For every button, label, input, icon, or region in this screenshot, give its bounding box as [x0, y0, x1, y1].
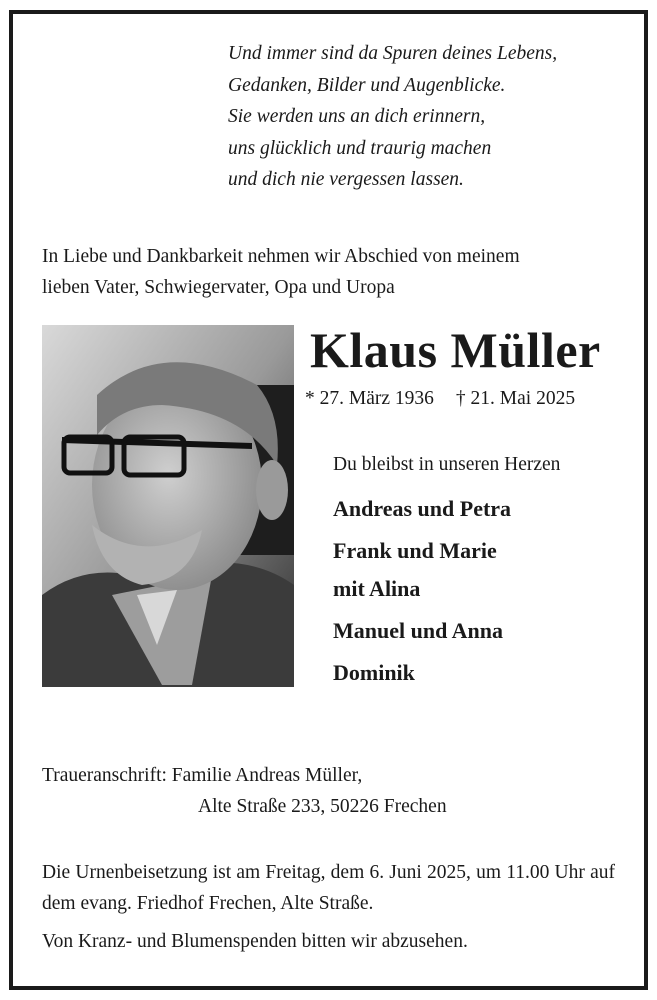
intro-line: lieben Vater, Schwiegervater, Opa und Uropa: [42, 277, 395, 298]
death-date: † 21. Mai 2025: [455, 388, 576, 409]
address-line-2: Alte Straße 233, 50226 Frechen: [198, 796, 447, 817]
mourner-name: Andreas und Petra: [333, 496, 512, 521]
poem-line: uns glücklich und traurig machen: [228, 137, 492, 159]
life-dates: [305, 384, 625, 414]
mourner-name: mit Alina: [333, 576, 421, 601]
poem-line: Gedanken, Bilder und Augenblicke.: [228, 74, 506, 96]
portrait-photo: [42, 325, 294, 687]
address-line-1: Familie Andreas Müller,: [171, 765, 363, 786]
poem-line: Und immer sind da Spuren deines Lebens,: [228, 43, 558, 64]
mourners-list: [333, 490, 633, 692]
mourner-name: Dominik: [333, 660, 415, 685]
poem: [228, 38, 628, 196]
intro-line: In Liebe und Dankbarkeit nehmen wir Abschied von meinem: [42, 246, 520, 267]
address-label: Traueranschrift:: [42, 765, 167, 786]
mourner-name: Frank und Marie: [333, 538, 497, 563]
intro-text: [42, 241, 622, 303]
mourner-name: Manuel und Anna: [333, 618, 503, 643]
mourning-address: [42, 760, 622, 822]
deceased-name: Klaus Müller: [310, 322, 601, 378]
burial-notice: Die Urnenbeisetzung ist am Freitag, dem 6. Juni 2025, um 11.00 Uhr auf dem evang. Friedhof Frechen, Alte Straße.: [42, 862, 615, 914]
flowers-notice: Von Kranz- und Blumenspenden bitten wir abzusehen.: [42, 931, 468, 952]
mourners-heading: Du bleibst in unseren Herzen: [333, 454, 561, 475]
birth-date: * 27. März 1936: [305, 388, 434, 409]
poem-line: und dich nie vergessen lassen.: [228, 169, 464, 190]
portrait-illustration: [42, 325, 294, 687]
poem-line: Sie werden uns an dich erinnern,: [228, 106, 486, 127]
